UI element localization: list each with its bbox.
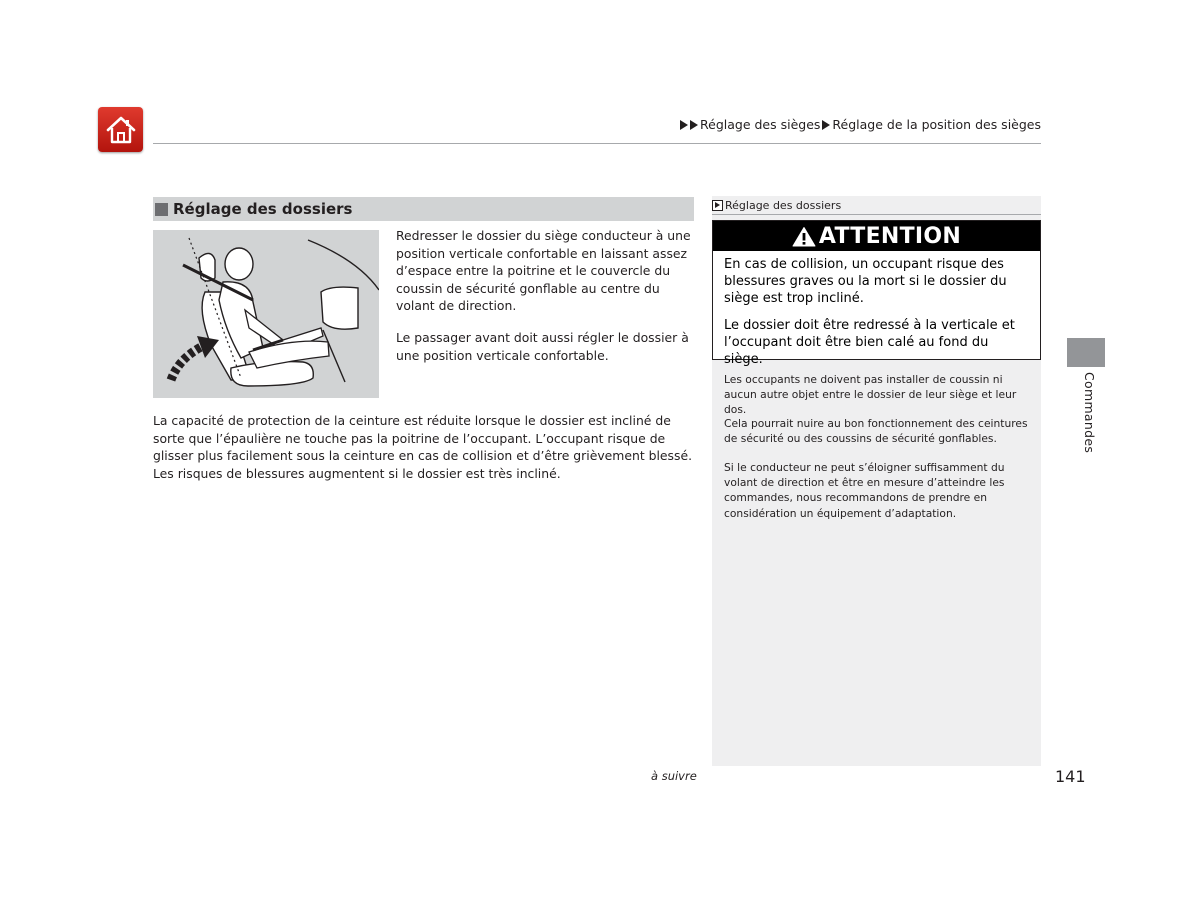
section-title: Réglage des dossiers (173, 200, 353, 218)
sidebar-reference-title: Réglage des dossiers (725, 198, 842, 212)
warning-triangle-icon (792, 226, 816, 247)
attention-text-1: En cas de collision, un occupant risque des blessures graves ou la mort si le dossier du siège est trop incliné. (724, 257, 1007, 306)
breadcrumb-item-seat-position[interactable]: Réglage de la position des sièges (832, 117, 1041, 132)
sidebar-reference (712, 196, 1041, 215)
breadcrumb (680, 117, 1041, 132)
section-heading (153, 197, 694, 221)
continued-label: à suivre (651, 769, 697, 783)
attention-text-2: Le dossier doit être redressé à la verticale et l’occupant doit être bien calé au fond du siège. (724, 318, 1015, 367)
paragraph-driver-backrest: Redresser le dossier du siège conducteur à une position verticale confortable en laissant assez d’espace entre la poitrine et le couvercle du coussin de sécurité gonflable au centre du volant de direction. (396, 228, 691, 314)
breadcrumb-arrow-icon (680, 120, 688, 130)
sidebar-note: Si le conducteur ne peut s’éloigner suffisamment du volant de direction et être en mesure d’atteindre les commandes, nous recommandons de prendre en considération un équipement d’adaptation. (724, 461, 1005, 520)
section-square-icon (155, 203, 168, 216)
chapter-tab[interactable] (1067, 338, 1105, 367)
attention-box (712, 220, 1041, 367)
paragraph-belt-protection: La capacité de protection de la ceinture est réduite lorsque le dossier est incliné de sorte que l’épaulière ne touche pas la poitrine de l’occupant. L’occupant risque de glisser plus facilement sous la ceinture en cas de collision et d’être grièvement blessé. Les risques de blessures augmentent si le dossier est très incliné. (153, 413, 693, 481)
breadcrumb-arrow-icon (822, 120, 830, 130)
home-button[interactable] (98, 107, 143, 152)
breadcrumb-item-seats[interactable]: Réglage des sièges (700, 117, 821, 132)
attention-header (713, 221, 1040, 251)
sidebar-note: Cela pourrait nuire au bon fonctionnement des ceintures de sécurité ou des coussins de sécurité gonflables. (724, 417, 1028, 446)
breadcrumb-arrow-icon (690, 120, 698, 130)
home-icon (104, 115, 138, 145)
header-divider (153, 143, 1041, 144)
attention-title: ATTENTION (818, 223, 962, 249)
chapter-label: Commandes (1082, 372, 1097, 454)
seat-backrest-illustration (153, 230, 379, 398)
reference-arrow-icon (712, 200, 723, 211)
sidebar-note: Les occupants ne doivent pas installer de coussin ni aucun autre objet entre le dossier de leur siège et leur dos. (724, 373, 1017, 417)
paragraph-passenger-backrest: Le passager avant doit aussi régler le dossier à une position verticale confortable. (396, 330, 689, 363)
page-number: 141 (1055, 767, 1086, 786)
